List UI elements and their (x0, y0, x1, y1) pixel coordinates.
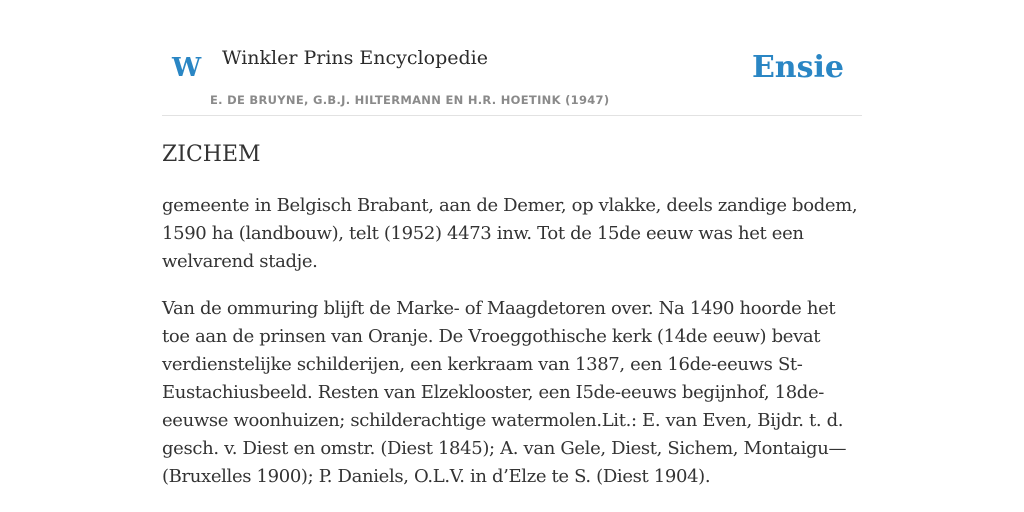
entry-title: ZICHEM (162, 142, 261, 167)
entry-paragraph-1: gemeente in Belgisch Brabant, aan de Demer, op vlakke, deels zandige bodem, 1590 ha (landbouw), telt (1952) 4473 inw. Tot de 15de eeuw was het een welvarend stadje. (162, 195, 858, 272)
winkler-prins-logo-icon[interactable]: W (172, 53, 202, 83)
entry-paragraph-2: Van de ommuring blijft de Marke- of Maagdetoren over. Na 1490 hoorde het toe aan de prinsen van Oranje. De Vroeggothische kerk (14de eeuw) bevat verdienstelijke schilderijen, een kerkraam van 1387, een 16de-eeuws St-Eustachiusbeeld. Resten van Elzeklooster, een I5de-eeuws begijnhof, 18de-eeuwse woonhuizen; schilderachtige watermolen.Lit.: E. van Even, Bijdr. t. d. gesch. v. Diest en omstr. (Diest 1845); A. van Gele, Diest, Sichem, Montaigu— (Bruxelles 1900); P. Daniels, O.L.V. in d’Elze te S. (Diest 1904). (162, 298, 847, 487)
page-container (162, 0, 862, 491)
book-title-link[interactable]: Winkler Prins Encyclopedie (222, 47, 488, 69)
ensie-logo-link[interactable]: Ensie (751, 50, 844, 85)
page-header (162, 0, 862, 116)
book-authors: E. DE BRUYNE, G.B.J. HILTERMANN EN H.R. HOETINK (1947) (210, 93, 610, 107)
